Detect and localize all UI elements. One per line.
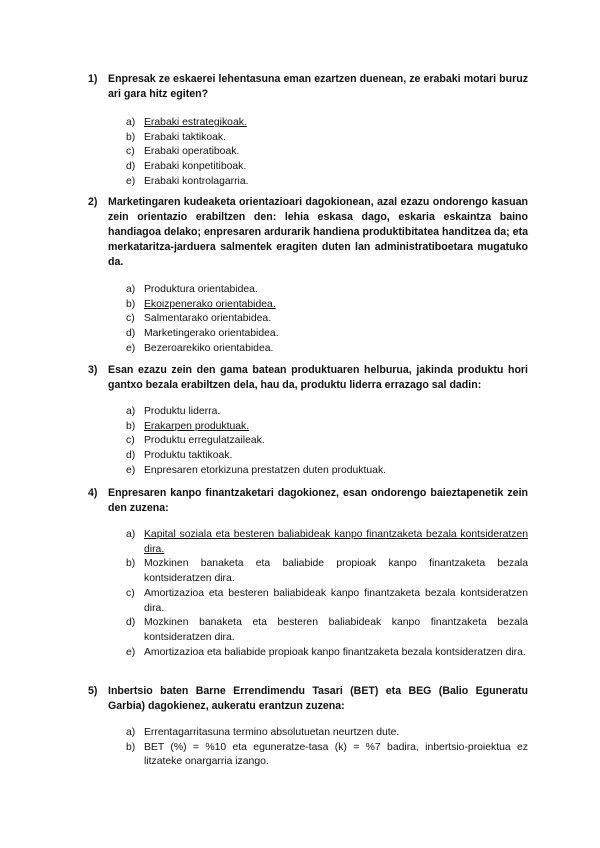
question-number: 5) <box>88 685 98 697</box>
option-text: Produktura orientabidea. <box>144 284 258 295</box>
option-d[interactable] <box>126 449 528 464</box>
question-1 <box>88 72 528 190</box>
option-e[interactable] <box>126 175 528 190</box>
question-3-header <box>88 363 528 393</box>
question-3 <box>88 363 528 479</box>
option-letter: b) <box>126 558 136 570</box>
option-text: Erabaki taktikoak. <box>144 131 227 143</box>
option-b[interactable] <box>126 557 528 586</box>
option-text: Enpresaren etorkizuna prestatzen duten produktuak. <box>144 464 387 476</box>
option-text: Erabaki konpetitiboak. <box>144 161 247 173</box>
question-text: Esan ezazu zein den gama batean produktuaren helburua, jakinda produktu hori gantxo bezala erabiltzen dela, hau da, produktu liderra errazago sal dadin: <box>108 364 528 391</box>
option-letter: c) <box>126 146 135 158</box>
question-number: 1) <box>88 73 98 85</box>
option-letter: c) <box>126 435 135 447</box>
option-letter: e) <box>126 342 136 354</box>
option-letter: d) <box>126 450 136 462</box>
option-text: Produktu liderra. <box>144 406 221 417</box>
option-text: Erabaki kontrolagarria. <box>144 175 249 187</box>
option-a[interactable] <box>126 405 528 420</box>
option-c[interactable] <box>126 434 528 449</box>
question-text: Enpresak ze eskaerei lehentasuna eman ezartzen duenean, ze erabaki motari buruz ari gara hitz egiten? <box>108 73 528 100</box>
question-1-options <box>88 116 528 190</box>
option-text-correct: Ekoizpenerako orientabidea. <box>144 298 276 310</box>
option-text-correct: Kapital soziala eta besteren baliabideak kanpo finantzaketa bezala kontsideratzen dira. <box>144 529 528 555</box>
option-d[interactable] <box>126 160 528 175</box>
option-letter: a) <box>126 529 136 540</box>
question-text: Marketingaren kudeaketa orientazioari dagokionean, azal ezazu ondorengo kasuan zein orientazio erabiltzen den: lehia eskasa dago, eskaria eskaintza baino handiagoa delako; enpresaren ardurarik handiena produktibitatea handitzea da; eta merkataritza-jarduera salmentek eragiten duten lan administratiboetara mugatuko da. <box>108 196 528 268</box>
question-2-options <box>88 283 528 357</box>
option-letter: e) <box>126 175 136 187</box>
option-text: Mozkinen banaketa eta besteren baliabideak kanpo finantzaketa bezala kontsideratzen dira. <box>144 617 528 643</box>
option-e[interactable] <box>126 342 528 357</box>
option-text-correct: Erabaki estrategikoak. <box>144 117 247 128</box>
option-text: Marketingerako orientabidea. <box>144 328 279 340</box>
question-5-header <box>88 684 528 714</box>
option-letter: c) <box>126 587 135 599</box>
option-b[interactable] <box>126 131 528 146</box>
question-4 <box>88 486 528 660</box>
option-c[interactable] <box>126 145 528 160</box>
option-letter: c) <box>126 313 135 325</box>
option-letter: a) <box>126 727 136 738</box>
option-d[interactable] <box>126 327 528 342</box>
option-a[interactable] <box>126 116 528 131</box>
option-b[interactable] <box>126 298 528 313</box>
option-e[interactable] <box>126 646 528 661</box>
option-a[interactable] <box>126 726 528 741</box>
question-text: Inbertsio baten Barne Errendimendu Tasari (BET) eta BEG (Balio Eguneratu Garbia) dagokienez, aukeratu erantzun zuzena: <box>108 685 528 712</box>
option-letter: d) <box>126 617 136 629</box>
option-c[interactable] <box>126 312 528 327</box>
option-text: Produktu erregulatzaileak. <box>144 435 265 447</box>
question-5 <box>88 684 528 770</box>
option-e[interactable] <box>126 464 528 479</box>
option-letter: b) <box>126 131 136 143</box>
option-letter: e) <box>126 646 136 658</box>
option-b[interactable] <box>126 741 528 770</box>
option-c[interactable] <box>126 587 528 616</box>
question-1-header <box>88 72 528 102</box>
option-text: Amortizazioa eta baliabide propioak kanpo finantzaketa bezala kontsideratzen dira. <box>144 646 526 658</box>
question-number: 4) <box>88 487 98 499</box>
question-number: 3) <box>88 364 98 376</box>
option-a[interactable] <box>126 283 528 298</box>
option-letter: d) <box>126 161 136 173</box>
question-4-options <box>88 528 528 660</box>
option-text: Mozkinen banaketa eta baliabide propioak kanpo finantzaketa bezala kontsideratzen dira. <box>144 558 528 585</box>
option-letter: a) <box>126 406 136 417</box>
option-letter: b) <box>126 298 136 310</box>
option-b[interactable] <box>126 420 528 435</box>
question-number: 2) <box>88 196 98 208</box>
option-text: Salmentarako orientabidea. <box>144 313 272 325</box>
option-text: Amortizazioa eta besteren baliabideak kanpo finantzaketa bezala kontsideratzen dira. <box>144 587 528 614</box>
option-letter: d) <box>126 328 136 340</box>
question-4-header <box>88 486 528 516</box>
question-2 <box>88 195 528 357</box>
option-letter: e) <box>126 464 136 476</box>
question-5-options <box>88 726 528 770</box>
option-letter: a) <box>126 284 136 295</box>
option-letter: a) <box>126 117 136 128</box>
option-letter: b) <box>126 420 136 432</box>
option-text: Bezeroarekiko orientabidea. <box>144 342 274 354</box>
option-letter: b) <box>126 741 136 753</box>
option-d[interactable] <box>126 616 528 645</box>
question-2-header <box>88 195 528 270</box>
question-text: Enpresaren kanpo finantzaketari dagokionez, esan ondorengo baieztapenetik zein den zuzena: <box>108 487 528 514</box>
option-text: BET (%) = %10 eta eguneratze-tasa (k) = %7 badira, inbertsio-proiektua ez litzateke onargarria izango. <box>144 741 528 768</box>
option-a[interactable] <box>126 528 528 557</box>
option-text: Errentagarritasuna termino absolutuetan neurtzen dute. <box>144 727 400 738</box>
option-text: Produktu taktikoak. <box>144 450 233 462</box>
option-text-correct: Erakarpen produktuak. <box>144 420 250 432</box>
question-3-options <box>88 405 528 479</box>
option-text: Erabaki operatiboak. <box>144 146 240 158</box>
